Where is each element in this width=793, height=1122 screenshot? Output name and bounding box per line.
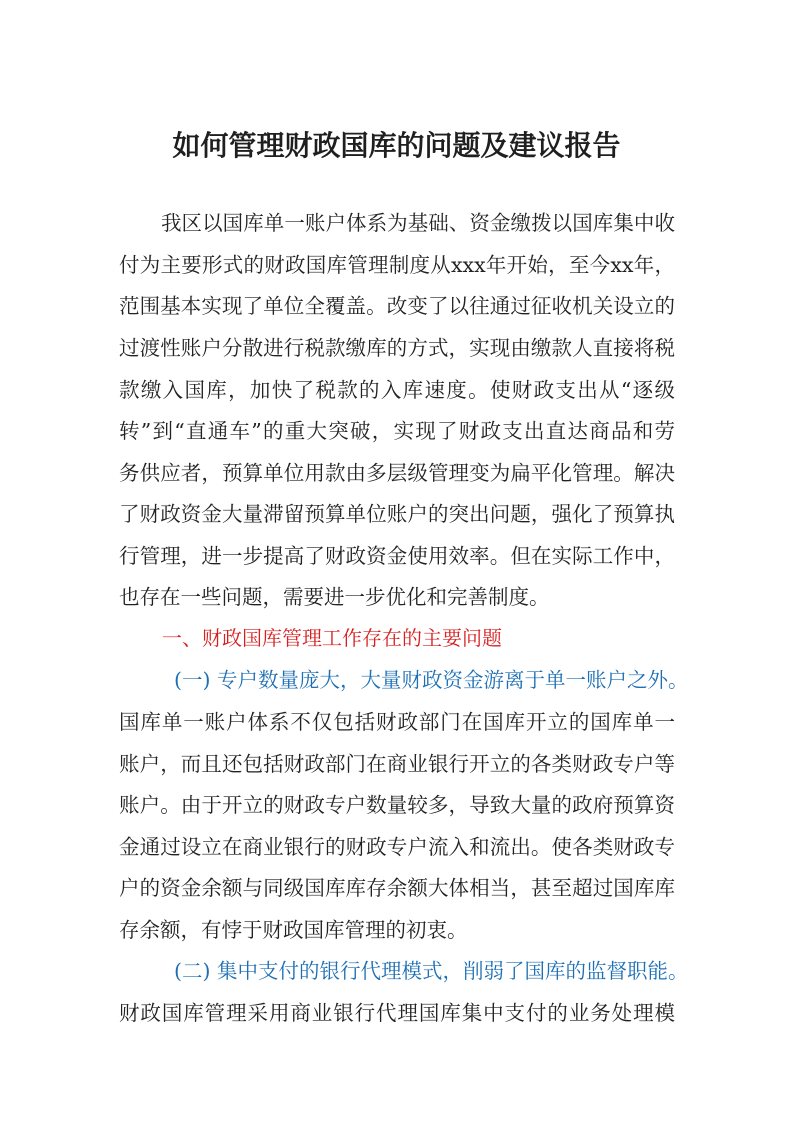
paragraph-1-line-2: 付为主要形式的财政国库管理制度从xxx年开始，至今xx年， (119, 253, 675, 277)
paragraph-1-line-7: 务供应者，预算单位用款由多层级管理变为扁平化管理。解决 (119, 461, 675, 485)
paragraph-2-line-3: 账户。由于开立的财政专户数量较多，导致大量的政府预算资 (119, 793, 675, 817)
paragraph-2-line-1: 国库单一账户体系不仅包括财政部门在国库开立的国库单一 (119, 710, 675, 734)
paragraph-2-line-5: 户的资金余额与同级国库库存余额大体相当，甚至超过国库库 (119, 876, 675, 900)
paragraph-1-line-10: 也存在一些问题，需要进一步优化和完善制度。 (119, 585, 550, 609)
paragraph-1-line-5: 款缴入国库，加快了税款的入库速度。使财政支出从“逐级 (119, 378, 675, 402)
document-title: 如何管理财政国库的问题及建议报告 (172, 129, 621, 162)
paragraph-2-line-2: 账户，而且还包括财政部门在商业银行开立的各类财政专户等 (119, 752, 675, 776)
paragraph-1-line-8: 了财政资金大量滞留预算单位账户的突出问题，强化了预算执 (119, 502, 675, 526)
paragraph-1-line-4: 过渡性账户分散进行税款缴库的方式，实现由缴款人直接将税 (119, 336, 675, 360)
section-1-heading: 一、财政国库管理工作存在的主要问题 (162, 626, 502, 650)
subsection-2-heading: (二) 集中支付的银行代理模式，削弱了国库的监督职能。 (174, 959, 689, 983)
paragraph-1-line-9: 行管理，进一步提高了财政资金使用效率。但在实际工作中， (119, 544, 675, 568)
paragraph-1-line-3: 范围基本实现了单位全覆盖。改变了以往通过征收机关设立的 (119, 294, 675, 318)
paragraph-2-line-4: 金通过设立在商业银行的财政专户流入和流出。使各类财政专 (119, 835, 675, 859)
paragraph-1-line-6: 转”到“直通车”的重大突破，实现了财政支出直达商品和劳 (119, 419, 675, 443)
subsection-1-heading: (一) 专户数量庞大，大量财政资金游离于单一账户之外。 (174, 668, 689, 692)
paragraph-1-line-1: 我区以国库单一账户体系为基础、资金缴拨以国库集中收 (161, 211, 675, 235)
paragraph-2-line-6: 存余额，有悖于财政国库管理的初衷。 (119, 918, 468, 942)
paragraph-3-line-1: 财政国库管理采用商业银行代理国库集中支付的业务处理模 (119, 1001, 675, 1025)
